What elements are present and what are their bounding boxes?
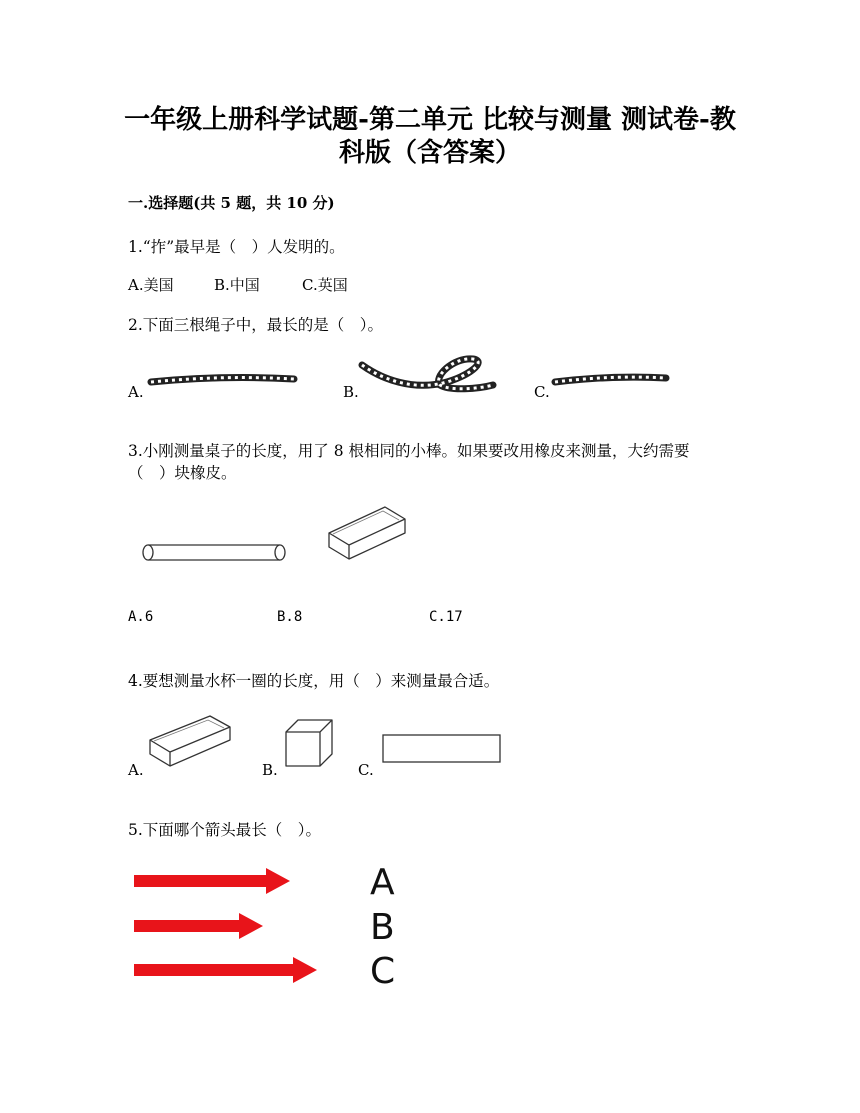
question-2-text: 2.下面三根绳子中，最长的是（ ）。 (128, 316, 384, 334)
question-5-text: 5.下面哪个箭头最长（ ）。 (128, 821, 322, 839)
q3-eraser-image (325, 503, 410, 563)
arrow-c (134, 957, 317, 983)
q3-option-c[interactable]: C.17 (429, 609, 463, 625)
q4-option-b[interactable]: B. (262, 761, 278, 779)
arrow-label-b[interactable]: B (370, 907, 395, 948)
q3-option-a[interactable]: A.6 (128, 609, 154, 625)
arrow-label-c[interactable]: C (370, 951, 396, 992)
q4-option-a[interactable]: A. (128, 761, 144, 779)
page-title-line2: 科版（含答案） (338, 138, 521, 168)
q3-stick-image (140, 543, 290, 563)
q2-option-a[interactable]: A. (128, 383, 144, 401)
q3-option-b[interactable]: B.8 (277, 609, 303, 625)
q1-option-b[interactable]: B.中国 (214, 276, 260, 294)
q2-looped-rope-image (358, 355, 498, 395)
arrow-a (134, 868, 290, 894)
page-title-line1: 一年级上册科学试题-第二单元 比较与测量 测试卷-教 (124, 105, 736, 135)
q4-option-c[interactable]: C. (358, 761, 374, 779)
q4-cube-image (284, 718, 336, 768)
q2-option-c[interactable]: C. (534, 383, 550, 401)
question-4-text: 4.要想测量水杯一圈的长度，用（ ）来测量最合适。 (128, 672, 500, 690)
q1-option-a[interactable]: A.美国 (128, 276, 174, 294)
q2-straight-rope-image (148, 370, 298, 390)
q4-strip-image (382, 734, 502, 764)
q1-option-c[interactable]: C.英国 (302, 276, 348, 294)
question-1-text: 1.“拃”最早是（ ）人发明的。 (128, 238, 345, 256)
q4-eraser-image (146, 712, 236, 770)
q2-option-b[interactable]: B. (343, 383, 359, 401)
q5-arrows-figure (134, 860, 434, 990)
section-heading: 一.选择题(共 5 题，共 10 分) (128, 194, 335, 212)
arrow-b (134, 913, 263, 939)
question-3-text-line2: （ ）块橡皮。 (128, 464, 237, 482)
q2-short-rope-image (552, 370, 670, 390)
arrow-label-a[interactable]: A (370, 862, 395, 903)
question-3-text-line1: 3.小刚测量桌子的长度，用了 8 根相同的小棒。如果要改用橡皮来测量，大约需要 (128, 442, 690, 460)
